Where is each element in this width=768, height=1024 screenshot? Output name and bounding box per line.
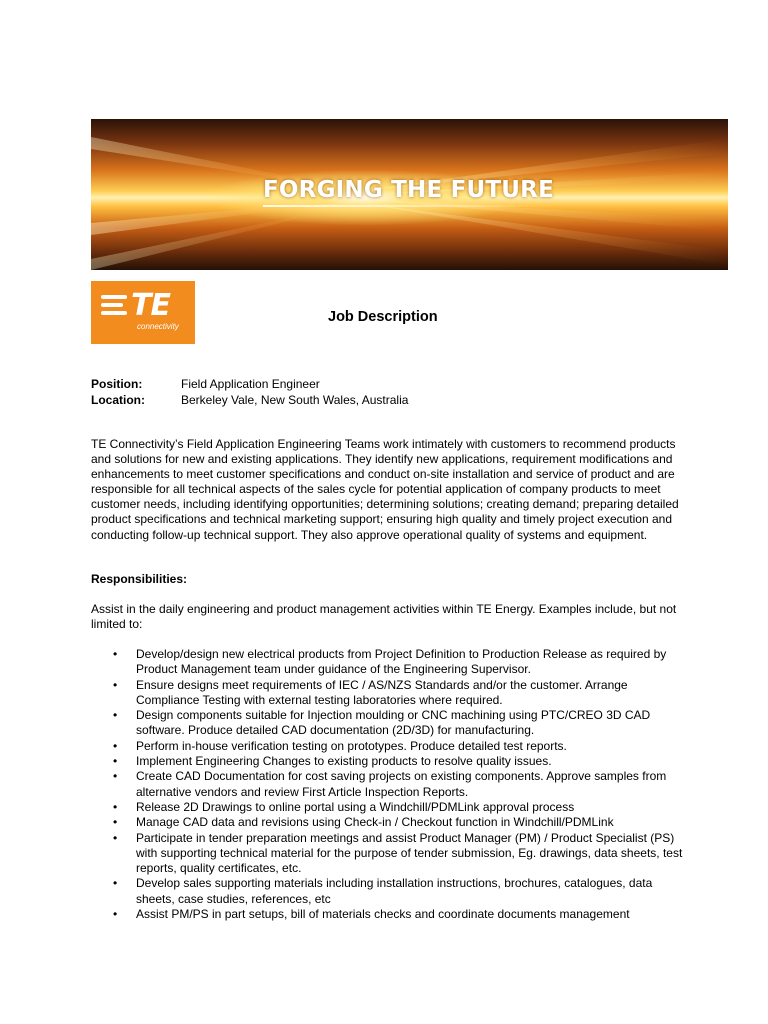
- list-item-text: Ensure designs meet requirements of IEC / AS/NZS Standards and/or the customer. Arrange Compliance Testing with external testing laboratories where required.: [136, 677, 628, 707]
- banner-underline: [263, 205, 553, 207]
- banner-headline: FORGING THE FUTURE: [263, 177, 554, 203]
- document-title: Job Description: [328, 309, 438, 325]
- list-item-text: Perform in-house verification testing on prototypes. Produce detailed test reports.: [136, 738, 567, 753]
- intro-paragraph: TE Connectivity’s Field Application Engineering Teams work intimately with customers to recommend products and solutions for new and existing applications. They identify new applications, requirement modifications and enhancements to meet customer specifications and conduct on-site installation and service of product and are responsible for all technical aspects of the sales cycle for potential application of company products to meet customer needs, including identifying opportunities; determining solutions; creating demand; preparing detailed product specifications and technical marketing support; ensuring high quality and timely project execution and conducting follow-up technical support. They also approve operational quality of systems and equipment.: [91, 437, 679, 542]
- responsibilities-list: [91, 647, 691, 922]
- list-item-text: Release 2D Drawings to online portal using a Windchill/PDMLink approval process: [136, 799, 575, 814]
- bullet-icon: •: [113, 815, 118, 830]
- bullet-icon: •: [113, 830, 118, 845]
- list-item: [91, 907, 691, 922]
- logo-stripes-icon: [101, 295, 127, 319]
- bullet-icon: •: [113, 769, 118, 784]
- bullet-icon: •: [113, 876, 118, 891]
- list-item: [91, 800, 691, 815]
- responsibilities-heading: Responsibilities:: [91, 572, 188, 586]
- list-item: [91, 678, 691, 709]
- bullet-icon: •: [113, 708, 118, 723]
- list-item-text: Manage CAD data and revisions using Check-in / Checkout function in Windchill/PDMLink: [136, 815, 614, 830]
- job-meta: [91, 377, 408, 408]
- meta-label: Location:: [91, 392, 145, 407]
- list-item-text: Implement Engineering Changes to existing products to resolve quality issues.: [136, 754, 552, 769]
- list-item: [91, 815, 691, 830]
- assist-paragraph: Assist in the daily engineering and product management activities within TE Energy. Examples include, but not limited to:: [91, 602, 677, 632]
- bullet-icon: •: [113, 647, 118, 661]
- logo-mark: TE: [131, 288, 170, 323]
- list-item: [91, 876, 691, 907]
- meta-row-position: [91, 377, 408, 393]
- list-item-text: Develop sales supporting materials including installation instructions, brochures, catalogues, data sheets, case studies, references, etc: [136, 876, 653, 906]
- list-item: [91, 754, 691, 769]
- list-item-text: Design components suitable for Injection moulding or CNC machining using PTC/CREO 3D CAD software. Produce detailed CAD documentation (2D/3D) for manufacturing.: [136, 708, 651, 738]
- bullet-icon: •: [113, 677, 118, 692]
- list-item: [91, 708, 691, 739]
- list-item: [91, 647, 691, 678]
- logo-subtext: connectivity: [137, 322, 179, 331]
- list-item: [91, 739, 691, 754]
- bullet-icon: •: [113, 799, 118, 814]
- list-item-text: Develop/design new electrical products from Project Definition to Production Release as required by Product Management team under guidance of the Engineering Supervisor.: [136, 647, 667, 677]
- list-item-text: Participate in tender preparation meetings and assist Product Manager (PM) / Product Specialist (PS) with supporting technical material for the purpose of tender submission, Eg. drawings, data sheets, test reports, quality certificates, etc.: [136, 830, 683, 876]
- meta-value: Field Application Engineer: [181, 377, 320, 391]
- bullet-icon: •: [113, 754, 118, 769]
- meta-row-location: [91, 393, 408, 409]
- list-item-text: Create CAD Documentation for cost saving projects on existing components. Approve samples from alternative vendors and review First Article Inspection Reports.: [136, 769, 667, 799]
- bullet-icon: •: [113, 738, 118, 753]
- bullet-icon: •: [113, 907, 118, 922]
- list-item: [91, 769, 691, 800]
- header-banner: [91, 119, 728, 270]
- meta-label: Position:: [91, 377, 143, 391]
- te-connectivity-logo: [91, 281, 195, 344]
- list-item-text: Assist PM/PS in part setups, bill of materials checks and coordinate documents management: [136, 907, 630, 922]
- meta-value: Berkeley Vale, New South Wales, Australia: [181, 392, 409, 407]
- list-item: [91, 831, 691, 877]
